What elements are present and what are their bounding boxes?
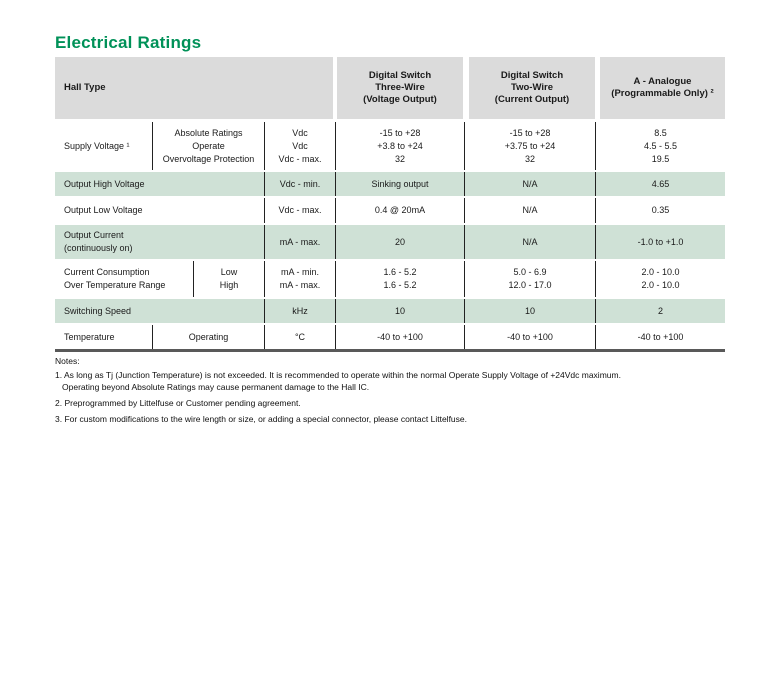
value-cell-analogue bbox=[595, 325, 725, 349]
cell-line: mA - max. bbox=[279, 280, 321, 290]
cell-line: -40 to +100 bbox=[637, 331, 684, 342]
unit-cell bbox=[264, 198, 335, 223]
cell-line: 4.5 - 5.5 bbox=[643, 140, 678, 151]
header-line: Three-Wire bbox=[375, 82, 425, 93]
cell-line: High bbox=[219, 280, 239, 290]
page-title: Electrical Ratings bbox=[55, 33, 202, 52]
cell-line: +3.75 to +24 bbox=[504, 140, 556, 151]
cell-line: Output High Voltage bbox=[64, 178, 145, 189]
cell-line: mA - min. bbox=[280, 267, 319, 277]
row-label bbox=[55, 225, 264, 259]
cell-line: Vdc - max. bbox=[278, 153, 322, 164]
value-cell-three-wire bbox=[335, 198, 464, 223]
cell-line: Output Low Voltage bbox=[64, 205, 143, 215]
cell-line: Low bbox=[220, 267, 238, 277]
cell-line: +3.8 to +24 bbox=[377, 140, 423, 151]
cell-line: -1.0 to +1.0 bbox=[637, 236, 684, 247]
value-cell-two-wire bbox=[464, 225, 595, 259]
table-bottom-rule bbox=[55, 349, 725, 352]
row-label bbox=[55, 261, 193, 297]
cell-line: Operate bbox=[192, 140, 225, 151]
cell-line: 4.65 bbox=[651, 178, 670, 189]
value-cell-analogue bbox=[595, 225, 725, 259]
unit-cell bbox=[264, 325, 335, 349]
cell-line: 10 bbox=[524, 305, 535, 316]
unit-cell bbox=[264, 225, 335, 259]
value-cell-analogue bbox=[595, 299, 725, 323]
value-cell-three-wire bbox=[335, 172, 464, 196]
value-cell-three-wire bbox=[335, 299, 464, 323]
row-label bbox=[55, 198, 264, 223]
header-line: Digital Switch bbox=[368, 70, 432, 81]
cell-line: 0.4 @ 20mA bbox=[374, 205, 426, 215]
note-1 bbox=[55, 369, 727, 393]
cell-line: °C bbox=[294, 331, 306, 342]
unit-cell bbox=[264, 299, 335, 323]
cell-line: 8.5 bbox=[654, 127, 667, 138]
cell-line: Over Temperature Range bbox=[64, 280, 166, 290]
header-cell-hall-type bbox=[55, 57, 333, 119]
row-label bbox=[55, 172, 264, 196]
cell-line: 20 bbox=[394, 236, 405, 247]
note-line: Operating beyond Absolute Ratings may cause permanent damage to the Hall IC. bbox=[62, 382, 370, 392]
cell-line: mA - max. bbox=[279, 236, 321, 247]
table-row-current-consumption bbox=[55, 261, 725, 297]
table-header-row bbox=[55, 57, 725, 119]
cell-line: Vdc - max. bbox=[278, 205, 322, 215]
value-cell-two-wire bbox=[464, 261, 595, 297]
cell-line: 32 bbox=[394, 153, 405, 164]
cell-line: 5.0 - 6.9 bbox=[513, 267, 547, 277]
table-row-output-low-voltage bbox=[55, 198, 725, 223]
cell-line: -15 to +28 bbox=[509, 127, 551, 138]
note-2: 2. Preprogrammed by Littelfuse or Customer pending agreement. bbox=[55, 398, 301, 408]
header-line: Digital Switch bbox=[500, 70, 564, 81]
table-row-output-current bbox=[55, 225, 725, 259]
unit-cell bbox=[264, 122, 335, 170]
cell-line: Vdc - min. bbox=[279, 178, 321, 189]
value-cell-two-wire bbox=[464, 172, 595, 196]
value-cell-analogue bbox=[595, 261, 725, 297]
value-cell-three-wire bbox=[335, 225, 464, 259]
value-cell-analogue bbox=[595, 198, 725, 223]
cell-line: Vdc bbox=[292, 127, 308, 138]
table-row-switching-speed bbox=[55, 299, 725, 323]
cell-line: Output Current bbox=[64, 230, 124, 240]
cell-line: Absolute Ratings bbox=[174, 127, 243, 138]
electrical-ratings-table bbox=[55, 57, 725, 352]
cell-line: Temperature bbox=[64, 331, 115, 342]
unit-cell bbox=[264, 172, 335, 196]
cell-line: (continuously on) bbox=[64, 243, 133, 253]
notes-section bbox=[55, 355, 727, 429]
cell-line: 10 bbox=[394, 305, 405, 316]
header-line: (Programmable Only) ² bbox=[611, 88, 714, 99]
value-cell-two-wire bbox=[464, 299, 595, 323]
header-cell-three-wire bbox=[337, 57, 463, 119]
row-label bbox=[55, 325, 152, 349]
table-row-output-high-voltage bbox=[55, 172, 725, 196]
table-row-temperature bbox=[55, 325, 725, 349]
value-cell-analogue bbox=[595, 122, 725, 170]
value-cell-three-wire bbox=[335, 122, 464, 170]
value-cell-three-wire bbox=[335, 261, 464, 297]
value-cell-two-wire bbox=[464, 122, 595, 170]
note-line: 1. As long as Tj (Junction Temperature) is not exceeded. It is recommended to operate within the normal Operate Supply Voltage of +24Vdc maximum. bbox=[55, 370, 621, 380]
cell-line: 2.0 - 10.0 bbox=[641, 267, 680, 277]
cell-line: kHz bbox=[292, 305, 308, 316]
value-cell-two-wire bbox=[464, 325, 595, 349]
cell-line: 1.6 - 5.2 bbox=[383, 280, 417, 290]
cell-line: 2 bbox=[657, 305, 663, 316]
header-cell-two-wire bbox=[469, 57, 595, 119]
header-cell-analogue bbox=[600, 57, 725, 119]
row-label bbox=[55, 299, 264, 323]
cell-line: 12.0 - 17.0 bbox=[508, 280, 552, 290]
cell-line: -40 to +100 bbox=[377, 331, 423, 342]
value-cell-three-wire bbox=[335, 325, 464, 349]
cell-line: Vdc bbox=[292, 140, 308, 151]
cell-line: -15 to +28 bbox=[379, 127, 421, 138]
header-line: (Voltage Output) bbox=[363, 94, 437, 105]
unit-cell bbox=[264, 261, 335, 297]
cell-line: 32 bbox=[524, 153, 535, 164]
cell-line: Sinking output bbox=[371, 178, 429, 189]
cell-line: 2.0 - 10.0 bbox=[641, 280, 680, 290]
header-line: (Current Output) bbox=[494, 94, 570, 105]
cell-line: Current Consumption bbox=[64, 267, 150, 277]
cell-line: -40 to +100 bbox=[507, 331, 553, 342]
cell-line: 1.6 - 5.2 bbox=[383, 267, 417, 277]
note-3: 3. For custom modifications to the wire length or size, or adding a special connector, please contact Littelfuse. bbox=[55, 414, 467, 424]
cell-line: Supply Voltage ¹ bbox=[64, 140, 130, 151]
cell-line: Overvoltage Protection bbox=[162, 153, 255, 164]
table-row-supply-voltage bbox=[55, 122, 725, 170]
row-label bbox=[55, 122, 152, 170]
cell-line: N/A bbox=[522, 236, 538, 247]
notes-title: Notes: bbox=[55, 356, 80, 366]
cell-line: Switching Speed bbox=[64, 305, 132, 316]
cell-line: N/A bbox=[522, 178, 538, 189]
cell-line: Operating bbox=[188, 331, 229, 342]
header-label: Hall Type bbox=[64, 82, 106, 93]
row-sublabels bbox=[193, 261, 264, 297]
value-cell-two-wire bbox=[464, 198, 595, 223]
header-line: Two-Wire bbox=[511, 82, 553, 93]
value-cell-analogue bbox=[595, 172, 725, 196]
cell-line: 0.35 bbox=[651, 205, 670, 215]
header-line: A - Analogue bbox=[633, 76, 692, 87]
cell-line: 19.5 bbox=[651, 153, 670, 164]
cell-line: N/A bbox=[522, 205, 538, 215]
row-sublabels bbox=[152, 122, 264, 170]
row-sublabels bbox=[152, 325, 264, 349]
